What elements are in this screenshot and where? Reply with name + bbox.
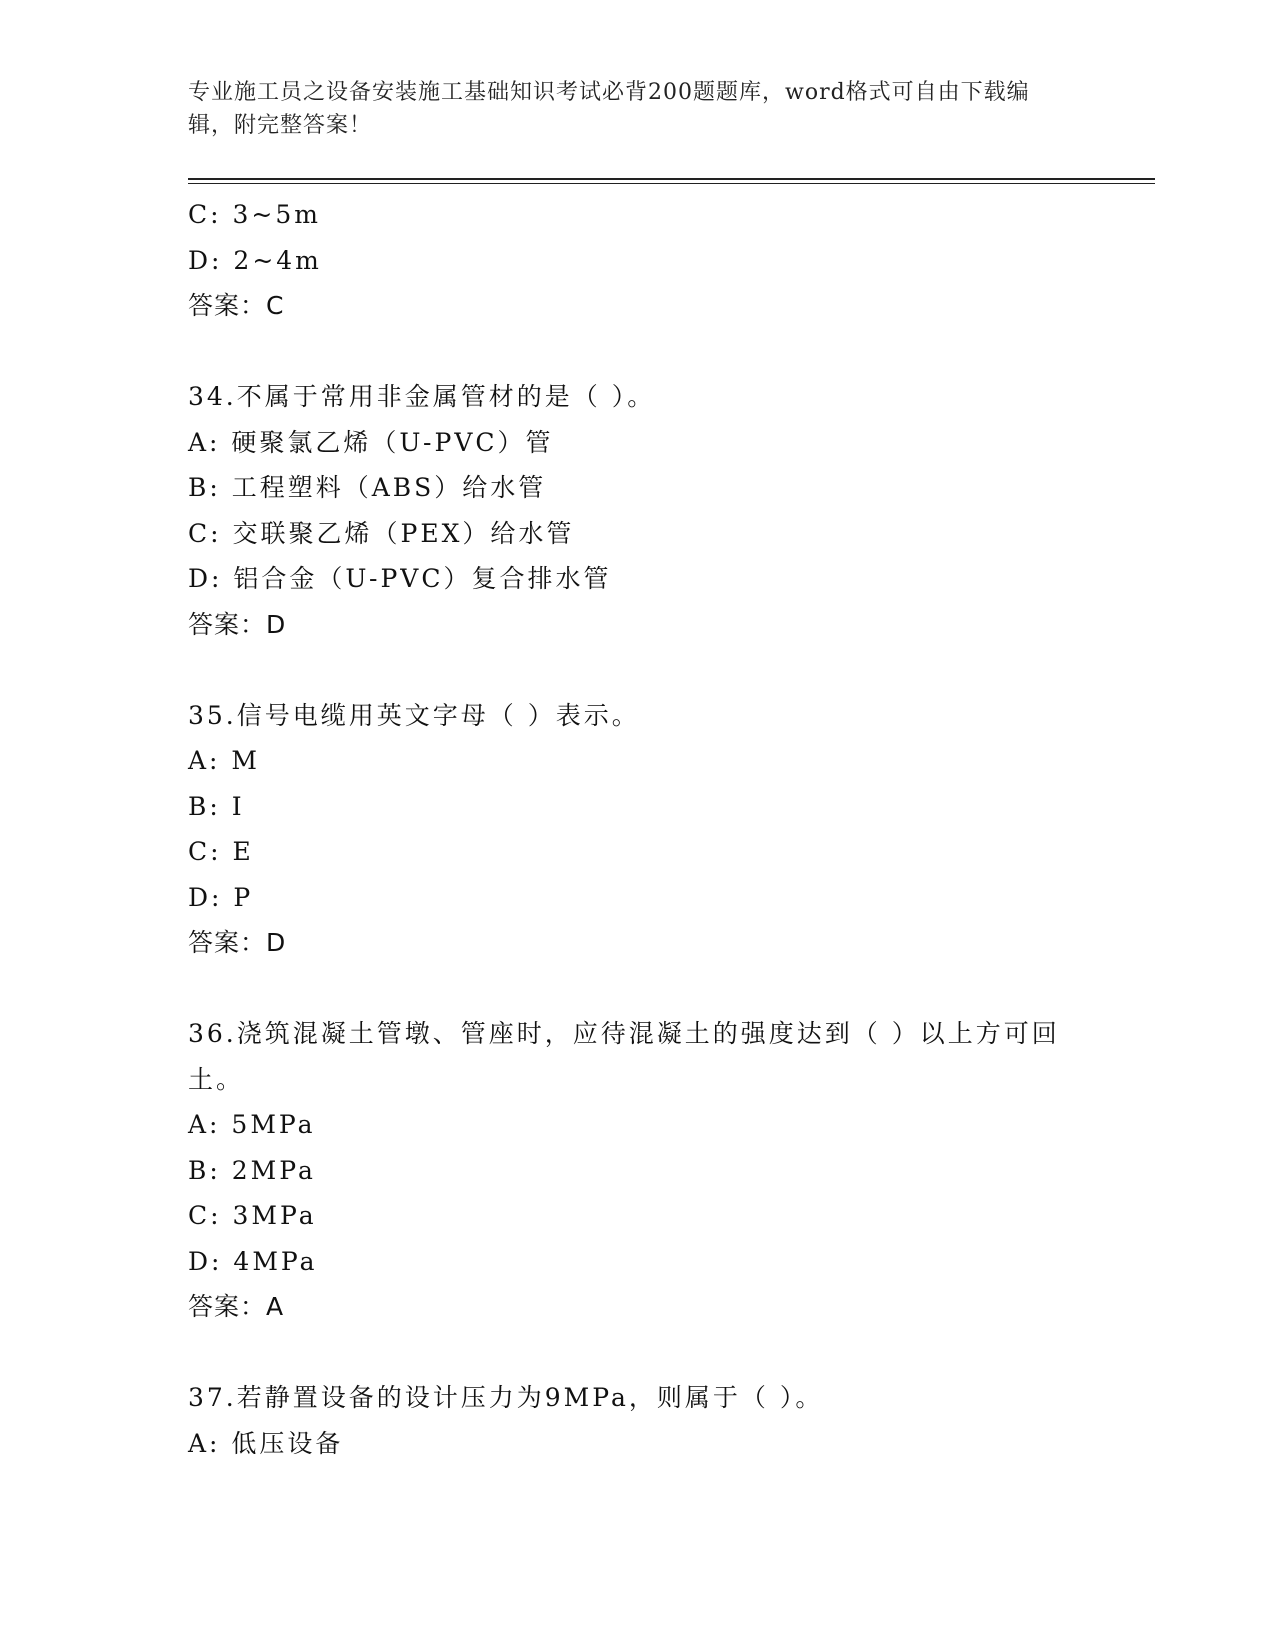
partial-question xyxy=(188,192,1088,329)
question-stem: 35.信号电缆用英文字母（ ）表示。 xyxy=(188,700,640,730)
header-rule-thick xyxy=(188,178,1155,180)
answer-line: 答案：A xyxy=(188,1292,285,1321)
header-rule-thin xyxy=(188,183,1155,184)
option-d: D: 铝合金（U-PVC）复合排水管 xyxy=(188,564,612,593)
option-b: B: 工程塑料（ABS）给水管 xyxy=(188,473,547,502)
spacer xyxy=(188,647,1088,693)
document-header: 专业施工员之设备安装施工基础知识考试必背200题题库，word格式可自由下载编辑，附完整答案！ xyxy=(188,80,1030,138)
option-b: B: 2MPa xyxy=(188,1155,316,1185)
spacer xyxy=(188,966,1088,1012)
option-a: A: 5MPa xyxy=(188,1110,316,1139)
option-b: B: I xyxy=(188,791,245,821)
question-stem: 34.不属于常用非金属管材的是（ ）。 xyxy=(188,382,656,411)
question-stem: 36.浇筑混凝土管墩、管座时，应待混凝土的强度达到（ ）以上方可回土。 xyxy=(188,1019,1060,1094)
option-d: D: P xyxy=(188,882,254,912)
option-a: A: 硬聚氯乙烯（U-PVC）管 xyxy=(188,427,554,457)
answer-line: 答案：D xyxy=(188,609,287,639)
option-a: A: M xyxy=(188,746,261,775)
option-c: C: 交联聚乙烯（PEX）给水管 xyxy=(188,518,575,548)
question-34 xyxy=(188,374,1088,647)
document-body xyxy=(188,192,1088,1466)
option-c: C: 3~5m xyxy=(188,200,321,229)
question-35 xyxy=(188,693,1088,966)
option-c: C: 3MPa xyxy=(188,1201,317,1230)
option-d: D: 2~4m xyxy=(188,245,322,275)
question-37 xyxy=(188,1375,1088,1466)
option-a: A: 低压设备 xyxy=(188,1428,344,1458)
question-stem: 37.若静置设备的设计压力为9MPa，则属于（ ）。 xyxy=(188,1383,824,1412)
option-c: C: E xyxy=(188,837,254,866)
question-36 xyxy=(188,1011,1088,1330)
spacer xyxy=(188,1330,1088,1376)
option-d: D: 4MPa xyxy=(188,1246,318,1276)
answer-line: 答案：C xyxy=(188,291,285,320)
spacer xyxy=(188,329,1088,375)
answer-line: 答案：D xyxy=(188,928,287,957)
